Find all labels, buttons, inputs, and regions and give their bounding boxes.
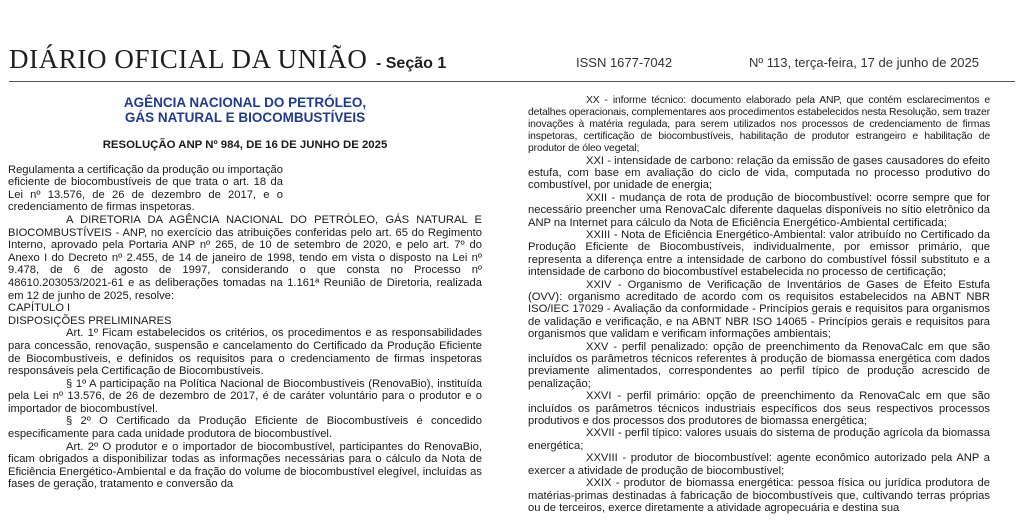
issn-number: ISSN 1677-7042 <box>576 55 673 70</box>
agency-name <box>8 95 482 125</box>
item-xxvi: XXVI - perfil primário: opção de preenchimento da RenovaCalc em que são incluídos os parâmetros técnicos industriais específicos dos seus respectivos processos produtivos e dos processos dos produtores de biomassa energética; <box>528 390 990 428</box>
page-header <box>0 0 1024 84</box>
section-label: - Seção 1 <box>375 55 447 72</box>
item-xxi: XXI - intensidade de carbono: relação da emissão de gases causadores do efeito estufa, com base em avaliação do ciclo de vida, computada no processo produtivo do combustível, por unidade de energia; <box>528 154 990 192</box>
edition-info: Nº 113, terça-feira, 17 de junho de 2025 <box>749 55 979 70</box>
item-xxii: XXII - mudança de rota de produção de biocombustível: ocorre sempre que for necessário preencher uma RenovaCalc diferente daquelas disponíveis no sítio eletrônico da ANP na Internet para cálculo da Nota de Eficiência Energético-Ambiental certificada; <box>528 191 990 229</box>
chapter-title: DISPOSIÇÕES PRELIMINARES <box>8 314 172 327</box>
article-1-paragraph-2: § 2º O Certificado da Produção Eficiente de Biocombustíveis é concedido especificamente para cada unidade produtora de biocombustível. <box>8 415 482 441</box>
resolution-title: RESOLUÇÃO ANP Nº 984, DE 16 DE JUNHO DE 2025 <box>102 139 388 151</box>
item-xxv: XXV - perfil penalizado: opção de preenchimento da RenovaCalc em que são incluídos os parâmetros técnicos referentes à produção de biomassa energética com dados previamente alimentados, correspondentes ao perfil típico de produção acrescido de penalização; <box>528 340 990 390</box>
item-xxiv: XXIV - Organismo de Verificação de Inventários de Gases de Efeito Estufa (OVV): organismo acreditado de acordo com os requisitos estabelecidos na ABNT NBR ISO/IEC 17029 - Avaliação da conformidade - Princípios gerais e requisitos para organismos de validação e verificação, e na ABNT NBR ISO 14065 - Princípios gerais e requisitos para organismos que validam e verificam informações ambientais; <box>528 278 990 341</box>
chapter-number: CAPÍTULO I <box>8 302 71 315</box>
masthead <box>9 44 446 75</box>
article-1-paragraph-1: § 1º A participação na Política Nacional de Biocombustíveis (RenovaBio), instituída pela Lei nº 13.576, de 26 de dezembro de 2017, é de caráter voluntário para o produtor e o importador de biocombustível. <box>8 377 482 415</box>
item-xxviii: XXVIII - produtor de biocombustível: agente econômico autorizado pela ANP a exercer a atividade de produção de biocombustível; <box>528 452 990 477</box>
preamble: A DIRETORIA DA AGÊNCIA NACIONAL DO PETRÓLEO, GÁS NATURAL E BIOCOMBUSTÍVEIS - ANP, no exercício das atribuições conferidas pelo art. 65 do Regimento Interno, aprovado pela Portaria ANP nº 265, de 10 de setembro de 2020, e pelo art. 7º do Anexo I do Decreto nº 2.455, de 14 de janeiro de 1998, tendo em vista o disposto na Lei nº 9.478, de 6 de agosto de 1997, considerando o que consta no Processo nº 48610.203053/2021-61 e as deliberações tomadas na 1.161ª Reunião de Diretoria, realizada em 12 de junho de 2025, resolve: <box>8 213 482 302</box>
resolution-summary: Regulamenta a certificação da produção ou importação eficiente de biocombustíveis de que trata o art. 18 da Lei nº 13.576, de 26 de dezembro de 2017, e o credenciamento de firmas inspetoras. <box>8 163 283 214</box>
agency-name-line1: AGÊNCIA NACIONAL DO PETRÓLEO, <box>123 95 367 110</box>
article-2: Art. 2º O produtor e o importador de biocombustível, participantes do RenovaBio, ficam obrigados a disponibilizar todas as informações necessárias para o cálculo da Nota de Eficiência Energético-Ambiental e da fração do volume de biocombustível elegível, incluídas as fases de geração, tratamento e conversão da <box>8 440 482 491</box>
item-xxiii: XXIII - Nota de Eficiência Energético-Ambiental: valor atribuído no Certificado da Produção Eficiente de Biocombustíveis, individualmente, por emissor primário, que representa a diferença entre a intensidade de carbono do combustível fóssil substituto e a intensidade de carbono do biocombustível estabelecida no processo de certificação; <box>528 228 990 279</box>
article-1: Art. 1º Ficam estabelecidos os critérios, os procedimentos e as responsabilidades para concessão, renovação, suspensão e cancelamento do Certificado da Produção Eficiente de Biocombustíveis, e definidos os requisitos para o credenciamento de firmas inspetoras responsáveis pela Certificação de Biocombustíveis. <box>8 327 482 378</box>
header-rule <box>9 81 1015 82</box>
item-xxix: XXIX - produtor de biomassa energética: pessoa física ou jurídica produtora de matérias-primas destinadas à fabricação de biocombustíveis que, cultivando terras próprias ou de terceiros, exerce diretamente a atividade agropecuária e destina sua <box>528 477 990 514</box>
item-xx: XX - informe técnico: documento elaborado pela ANP, que contém esclarecimentos e detalhes operacionais, complementares aos procedimentos estabelecidos nesta Resolução, sem trazer inovações à matéria regulada, para serem utilizados nos processos de credenciamento de firmas inspetoras, certificação de biocombustíveis, habilitação de produtor estrangeiro e habilitação de produtor de óleo vegetal; <box>528 95 990 154</box>
left-column <box>8 95 482 491</box>
right-column <box>528 95 990 514</box>
agency-name-line2: GÁS NATURAL E BIOCOMBUSTÍVEIS <box>124 110 366 125</box>
item-xxvii: XXVII - perfil típico: valores usuais do sistema de produção agrícola da biomassa energética; <box>528 427 990 452</box>
publication-title: DIÁRIO OFICIAL DA UNIÃO <box>9 44 368 74</box>
